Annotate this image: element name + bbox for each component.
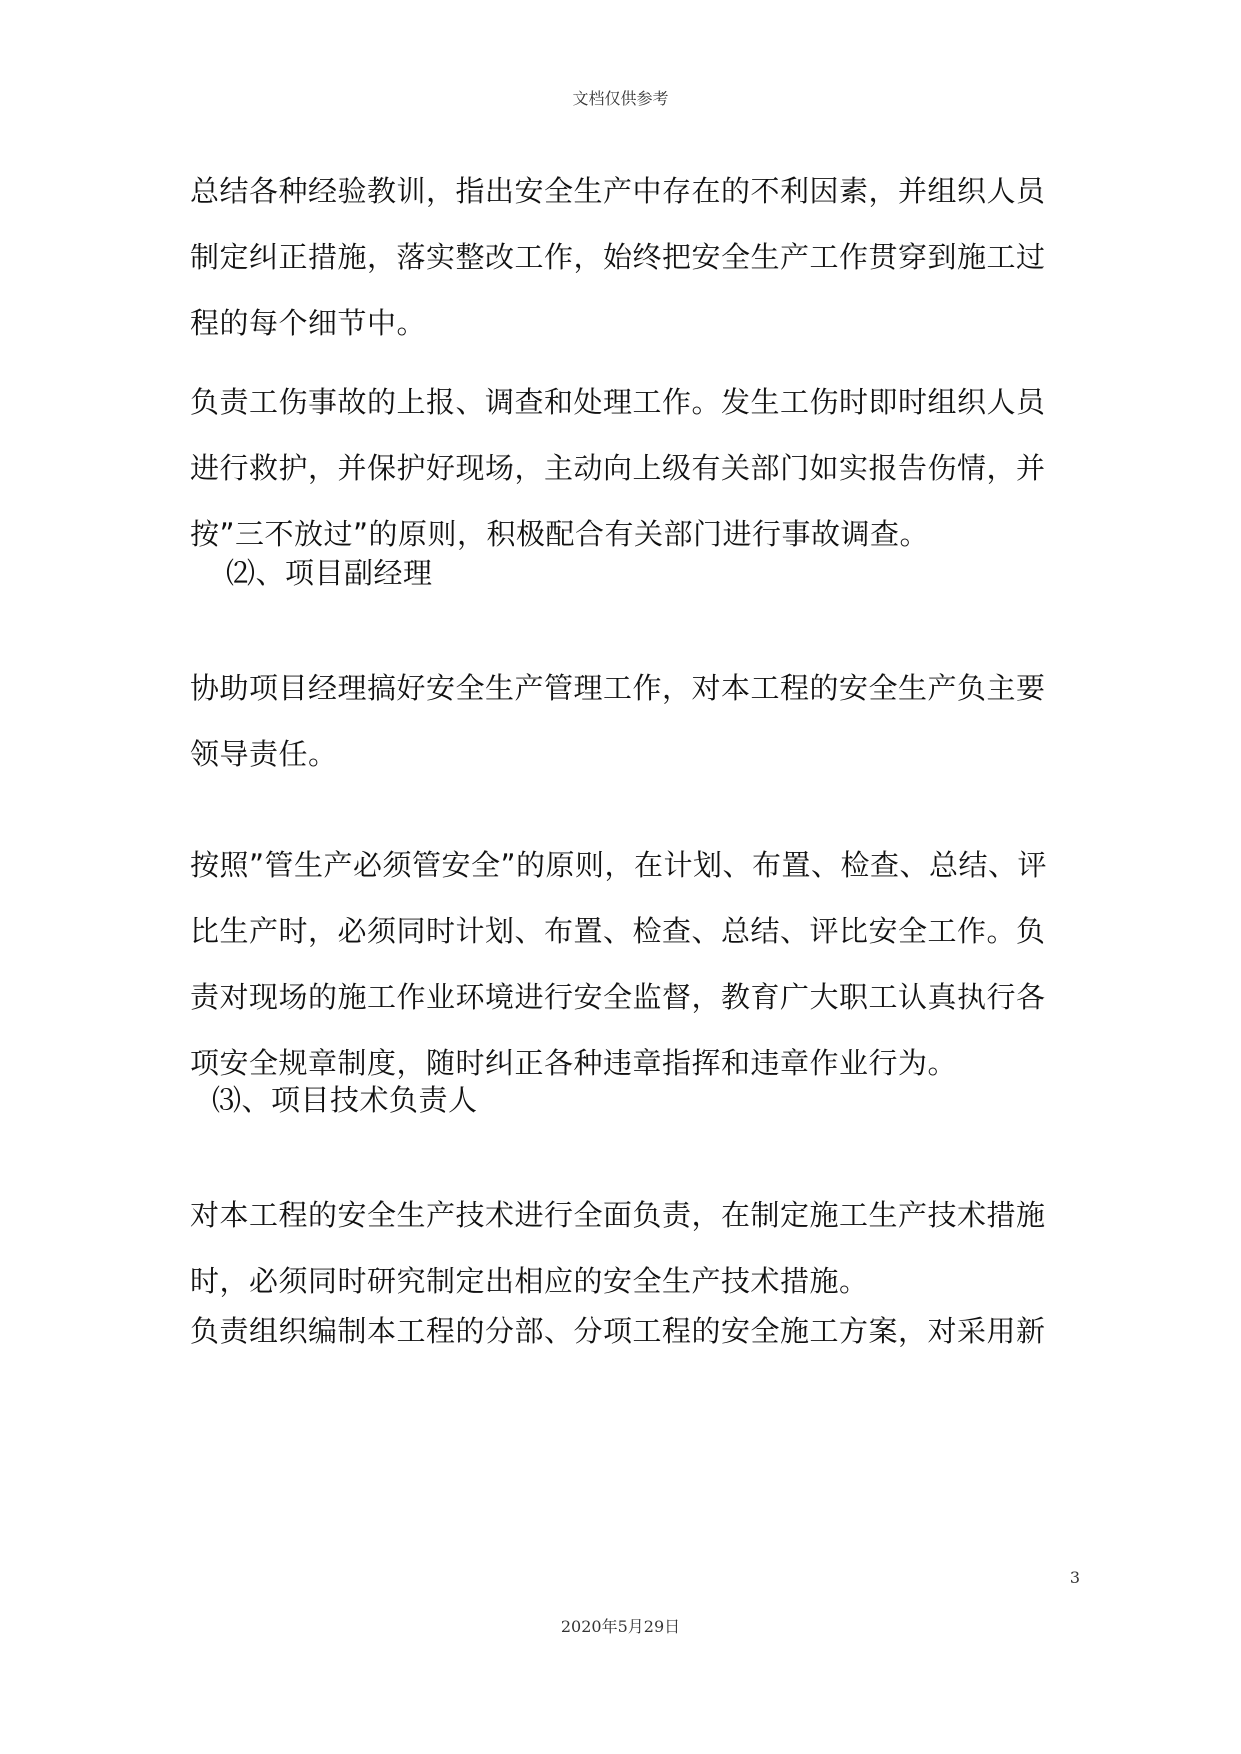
paragraph-assist-manager: 协助项目经理搞好安全生产管理工作，对本工程的安全生产负主要领导责任。 xyxy=(190,671,1046,771)
footer-date: 2020年5月29日 xyxy=(560,1617,681,1636)
paragraph-safety-plan: 负责组织编制本工程的分部、分项工程的安全施工方案，对采用新 xyxy=(190,1314,1046,1348)
paragraph-injury-accident: 负责工伤事故的上报、调查和处理工作。发生工伤时即时组织人员进行救护，并保护好现场，主动向上级有关部门如实报告伤情，并按”三不放过”的原则，积极配合有关部门进行事故调查。 xyxy=(190,385,1046,551)
paragraph-summary-lessons: 总结各种经验教训，指出安全生产中存在的不利因素，并组织人员制定纠正措施，落实整改工作，始终把安全生产工作贯穿到施工过程的每个细节中。 xyxy=(190,174,1046,340)
page-number: 3 xyxy=(1069,1568,1080,1587)
paragraph-technical-safety: 对本工程的安全生产技术进行全面负责，在制定施工生产技术措施时，必须同时研究制定出相应的安全生产技术措施。 xyxy=(190,1198,1046,1298)
page-header: 文档仅供参考 xyxy=(572,89,669,108)
heading-deputy-manager: ⑵、项目副经理 xyxy=(226,556,433,590)
paragraph-production-safety: 按照”管生产必须管安全”的原则，在计划、布置、检查、总结、评比生产时，必须同时计划、布置、检查、总结、评比安全工作。负责对现场的施工作业环境进行安全监督，教育广大职工认真执行各项安全规章制度，随时纠正各种违章指挥和违章作业行为。 xyxy=(190,848,1048,1080)
heading-technical-lead: ⑶、项目技术负责人 xyxy=(212,1083,478,1117)
